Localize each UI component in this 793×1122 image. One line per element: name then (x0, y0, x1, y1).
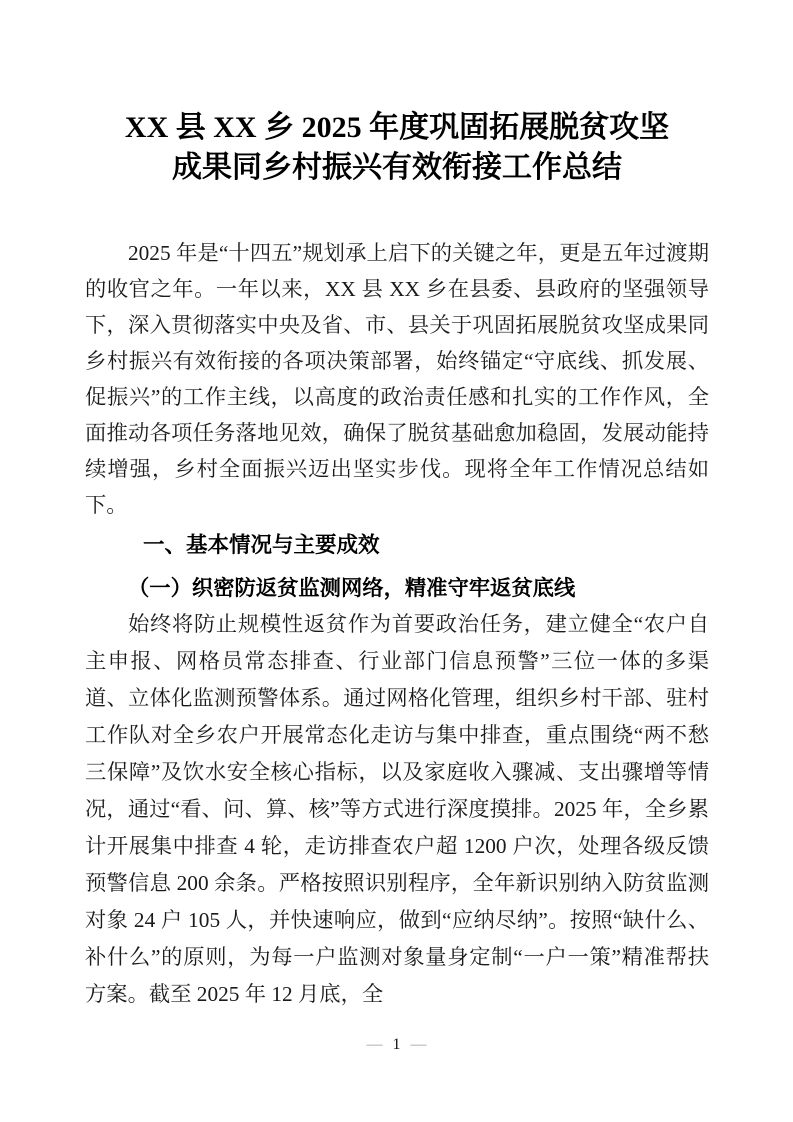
footer-right-dash: — (410, 1036, 427, 1053)
section-1-1-paragraph: 始终将防止规模性返贫作为首要政治任务，建立健全“农户自主申报、网格员常态排查、行业部门信息预警”三位一体的多渠道、立体化监测预警体系。通过网格化管理，组织乡村干部、驻村工作队对全乡农户开展常态化走访与集中排查，重点围绕“两不愁三保障”及饮水安全核心指标，以及家庭收入骤减、支出骤增等情况，通过“看、问、算、核”等方式进行深度摸排。2025 年，全乡累计开展集中排查 4 轮，走访排查农户超 1200 户次，处理各级反馈预警信息 200 余条。严格按照识别程序，全年新识别纳入防贫监测对象 24 户 105 人，并快速响应，做到“应纳尽纳”。按照“缺什么、补什么”的原则，为每一户监测对象量身定制“一户一策”精准帮扶方案。截至 2025 年 12 月底，全 (85, 612, 709, 1006)
document-title-line-1: XX 县 XX 乡 2025 年度巩固拓展脱贫攻坚 (124, 111, 670, 144)
document-title-line-2: 成果同乡村振兴有效衔接工作总结 (172, 151, 622, 184)
intro-paragraph: 2025 年是“十四五”规划承上启下的关键之年，更是五年过渡期的收官之年。一年以来，XX 县 XX 乡在县委、县政府的坚强领导下，深入贯彻落实中央及省、市、县关于巩固拓展脱贫攻坚成果同乡村振兴有效衔接的各项决策部署，始终锚定“守底线、抓发展、促振兴”的工作主线，以高度的政治责任感和扎实的工作作风，全面推动各项任务落地见效，确保了脱贫基础愈加稳固，发展动能持续增强，乡村全面振兴迈出坚实步伐。现将全年工作情况总结如下。 (85, 241, 709, 517)
page-number: 1 (392, 1036, 401, 1053)
document-title (85, 108, 709, 188)
section-1-1-heading: （一）织密防返贫监测网络，精准守牢返贫底线 (128, 576, 576, 600)
section-1-heading: 一、基本情况与主要成效 (143, 533, 380, 557)
footer-left-dash: — (366, 1036, 383, 1053)
page-footer (0, 1033, 793, 1057)
